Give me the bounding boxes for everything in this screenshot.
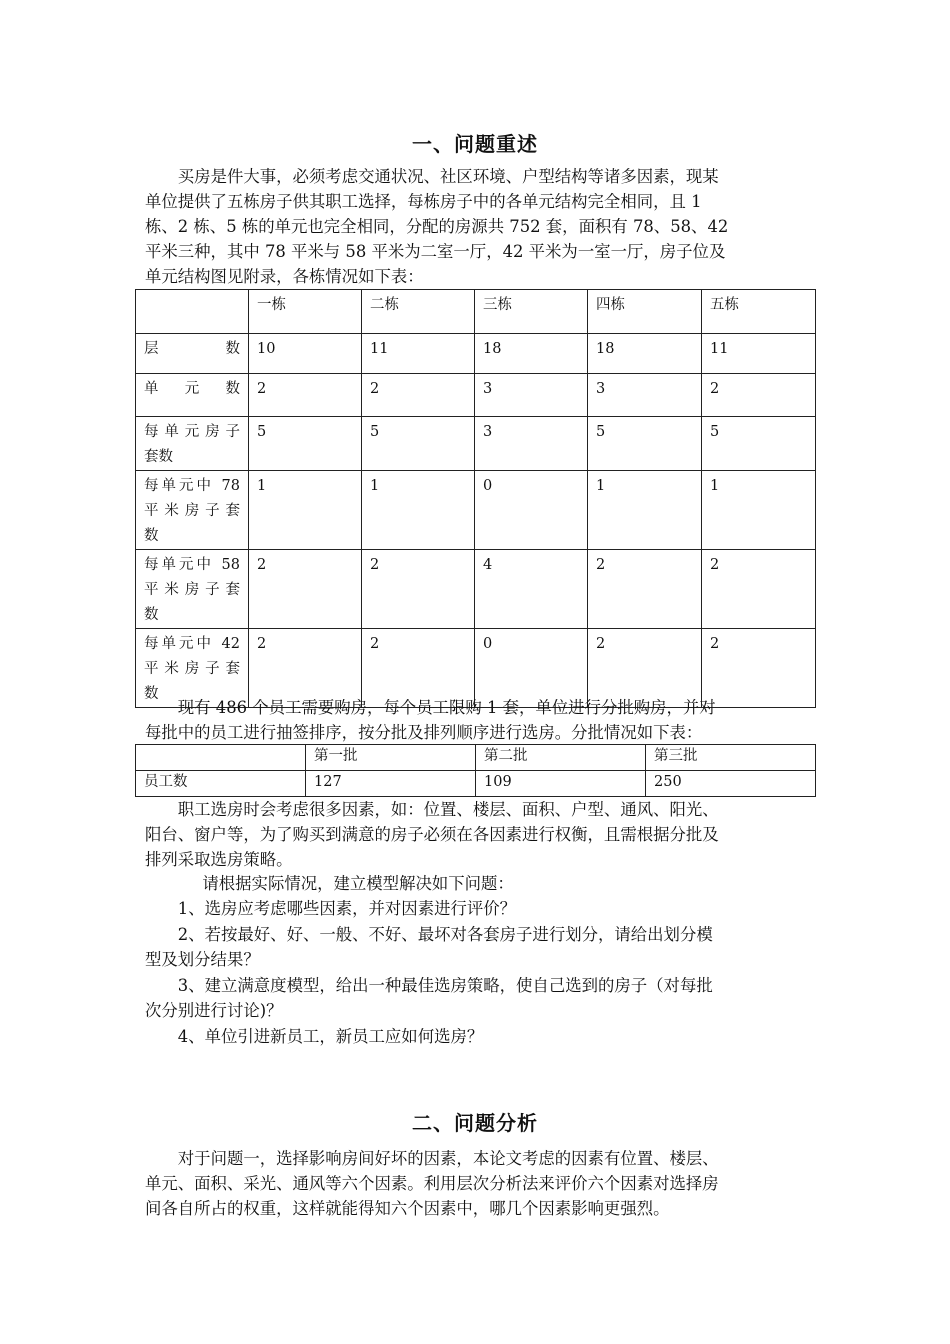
batches-table: [135, 744, 816, 797]
text-line: 现有 486 个员工需要购房，每个员工限购 1 套，单位进行分批购房，并对: [177, 698, 716, 717]
row-label: [136, 471, 249, 550]
table-row: [136, 471, 816, 550]
row-label-line: 平米房子套: [144, 582, 240, 598]
row-label-line: 层数: [144, 341, 240, 357]
table-cell: 11: [362, 334, 475, 374]
text-line: 间各自所占的权重，这样就能得知六个因素中，哪几个因素影响更强烈。: [145, 1199, 670, 1218]
question-1: 1、选房应考虑哪些因素，并对因素进行评价？: [177, 899, 517, 918]
table-cell: 2: [588, 550, 702, 629]
row-label-line: 数: [144, 686, 159, 702]
row-label-line: 平米房子套: [144, 661, 240, 677]
row-label: [136, 374, 249, 417]
text-line: 对于问题一，选择影响房间好坏的因素，本论文考虑的因素有位置、楼层、: [177, 1149, 719, 1168]
row-label-line: 每单元中 42: [144, 636, 240, 652]
table-row: [136, 334, 816, 374]
factors-paragraph: [145, 797, 817, 872]
table-cell: 18: [588, 334, 702, 374]
table-header-row: [136, 745, 816, 771]
table-cell: 127: [306, 771, 476, 797]
table-cell: 2: [362, 629, 475, 708]
text-line: 阳台、窗户等，为了购买到满意的房子必须在各因素进行权衡，且需根据分批及: [145, 825, 719, 844]
table-cell: 3: [475, 374, 588, 417]
table-header-cell: 三栋: [475, 290, 588, 334]
table-row: [136, 771, 816, 797]
table-cell: 4: [475, 550, 588, 629]
table-header-cell: [136, 290, 249, 334]
row-label: [136, 334, 249, 374]
table-header-cell: 五栋: [702, 290, 816, 334]
section1-title: 一、问题重述: [412, 132, 538, 156]
table-header-cell: 第一批: [306, 745, 476, 771]
buildings-table: [135, 289, 816, 708]
table-row: [136, 417, 816, 471]
batch-paragraph: [145, 695, 817, 745]
table-cell: 10: [249, 334, 362, 374]
table-header-cell: 一栋: [249, 290, 362, 334]
section2-title: 二、问题分析: [412, 1111, 538, 1135]
table-cell: 2: [588, 629, 702, 708]
table-cell: 109: [476, 771, 646, 797]
question-4: 4、单位引进新员工，新员工应如何选房？: [177, 1027, 484, 1046]
table-cell: 2: [362, 550, 475, 629]
table-cell: 18: [475, 334, 588, 374]
text-line: 排列采取选房策略。: [145, 850, 293, 869]
table-cell: 2: [249, 629, 362, 708]
text-line: 买房是件大事，必须考虑交通状况、社区环境、户型结构等诸多因素，现某: [177, 167, 719, 186]
table-header-cell: [136, 745, 306, 771]
table-header-row: [136, 290, 816, 334]
question-list: [145, 896, 817, 1049]
table-cell: 1: [362, 471, 475, 550]
row-label-line: 数: [144, 528, 159, 544]
question-2-line: 型及划分结果？: [145, 950, 260, 969]
table-header-cell: 第二批: [476, 745, 646, 771]
row-label-line: 平米房子套: [144, 503, 240, 519]
analysis-paragraph: [145, 1146, 817, 1221]
table-header-cell: 二栋: [362, 290, 475, 334]
row-label-line: 每单元中 78: [144, 478, 240, 494]
table-cell: 5: [588, 417, 702, 471]
table-cell: 1: [588, 471, 702, 550]
table-cell: 1: [249, 471, 362, 550]
text-line: 每批中的员工进行抽签排序，按分批及排列顺序进行选房。分批情况如下表：: [145, 723, 703, 742]
table-cell: 5: [702, 417, 816, 471]
table-cell: 2: [249, 374, 362, 417]
table-row: [136, 374, 816, 417]
table-row: [136, 550, 816, 629]
table-header-cell: 第三批: [646, 745, 816, 771]
question-2-line: 2、若按最好、好、一般、不好、最坏对各套房子进行划分，请给出划分模: [177, 925, 713, 944]
text-line: 平米三种，其中 78 平米与 58 平米为二室一厅，42 平米为一室一厅，房子位及: [145, 242, 726, 261]
table-header-cell: 四栋: [588, 290, 702, 334]
table-cell: 2: [249, 550, 362, 629]
table-cell: 3: [588, 374, 702, 417]
row-label-line: 每单元房子: [144, 424, 240, 440]
row-label: 员工数: [136, 771, 306, 797]
row-label-line: 数: [144, 607, 159, 623]
table-cell: 5: [362, 417, 475, 471]
table-cell: 5: [249, 417, 362, 471]
intro-paragraph: [145, 164, 817, 289]
row-label: [136, 417, 249, 471]
question-3-line: 次分别进行讨论)？: [145, 1001, 283, 1020]
row-label-line: 单元数: [144, 381, 240, 397]
table-cell: 11: [702, 334, 816, 374]
table-cell: 3: [475, 417, 588, 471]
row-label-line: 套数: [144, 449, 173, 465]
text-line: 职工选房时会考虑很多因素，如：位置、楼层、面积、户型、通风、阳光、: [177, 800, 719, 819]
table-cell: 1: [702, 471, 816, 550]
table-cell: 2: [702, 374, 816, 417]
row-label-line: 每单元中 58: [144, 557, 240, 573]
table-cell: 2: [702, 629, 816, 708]
table-cell: 2: [362, 374, 475, 417]
table-cell: 0: [475, 471, 588, 550]
text-line: 单位提供了五栋房子供其职工选择，每栋房子中的各单元结构完全相同，且 1: [145, 192, 702, 211]
text-line: 单元结构图见附录，各栋情况如下表：: [145, 267, 424, 286]
table-cell: 0: [475, 629, 588, 708]
table-cell: 250: [646, 771, 816, 797]
prompt-line: 请根据实际情况，建立模型解决如下问题：: [202, 874, 514, 893]
text-line: 栋、2 栋、5 栋的单元也完全相同，分配的房源共 752 套，面积有 78、58、42: [145, 217, 729, 236]
question-3-line: 3、建立满意度模型，给出一种最佳选房策略，使自己选到的房子（对每批: [177, 976, 713, 995]
text-line: 单元、面积、采光、通风等六个因素。利用层次分析法来评价六个因素对选择房: [145, 1174, 719, 1193]
row-label: [136, 550, 249, 629]
table-cell: 2: [702, 550, 816, 629]
